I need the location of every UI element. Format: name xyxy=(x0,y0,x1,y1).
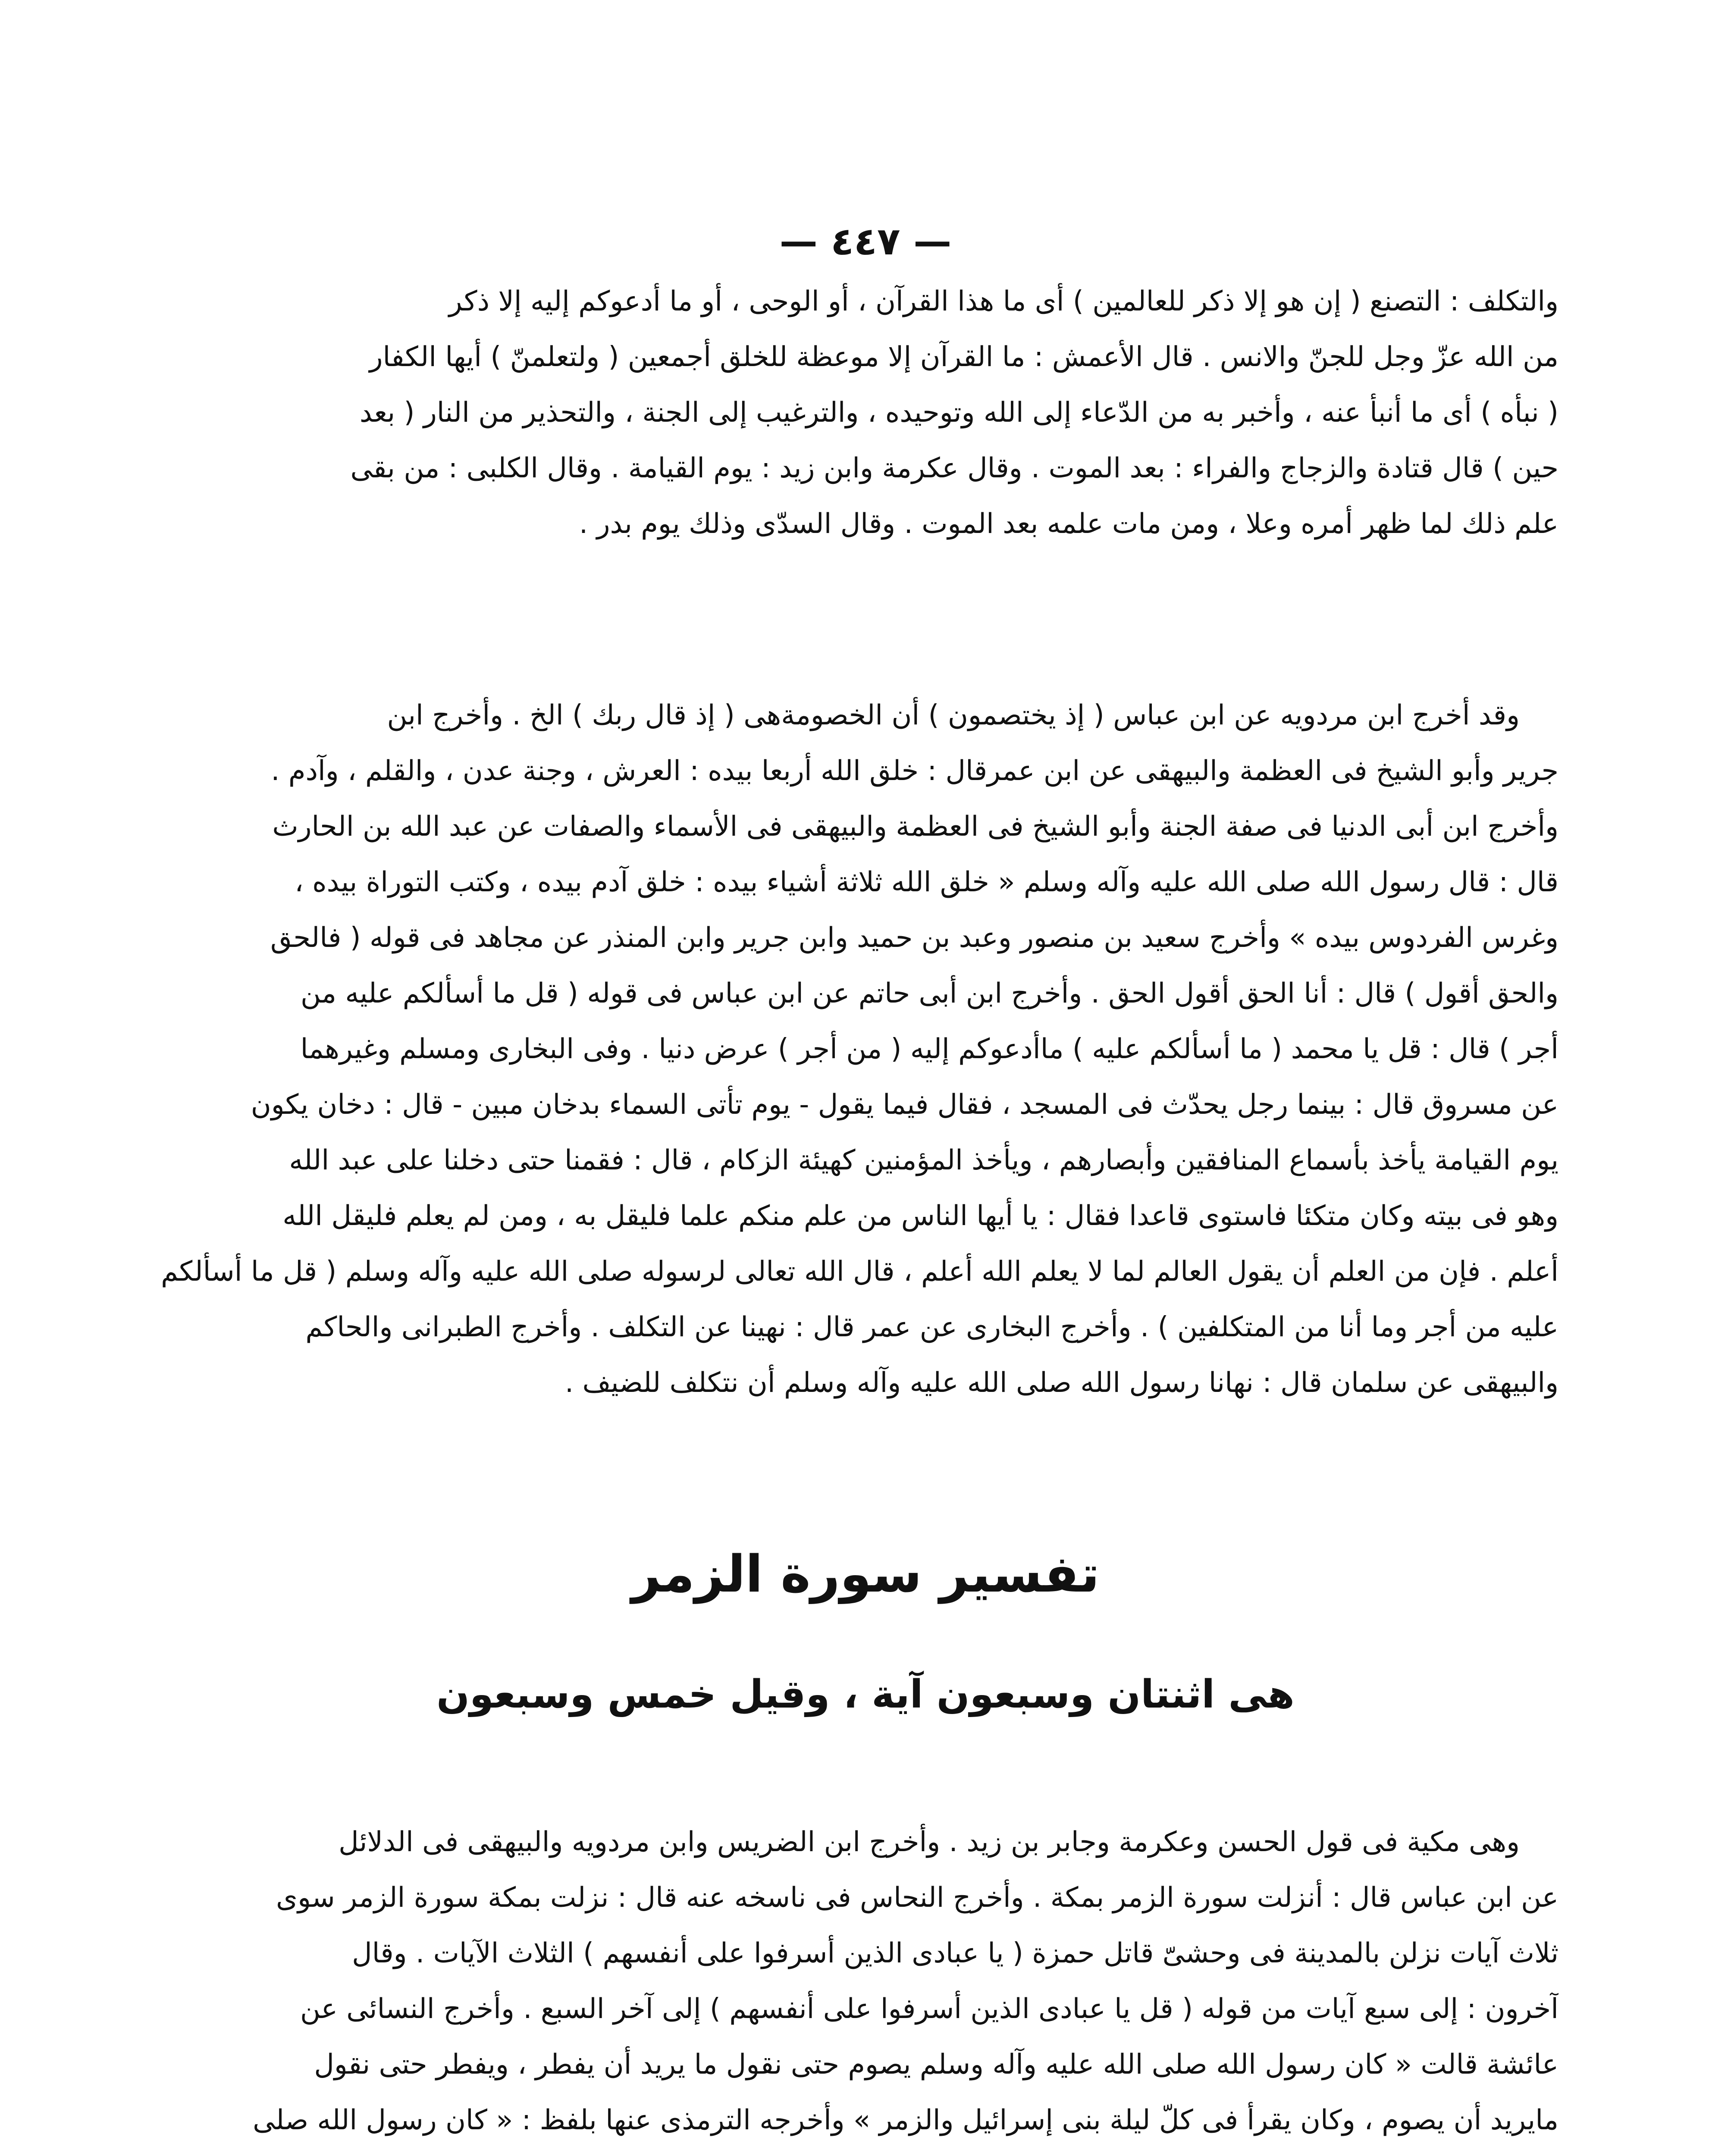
text-line: وغرس الفردوس بيده » وأخرج سعيد بن منصور وعبد بن حميد وابن جرير وابن المنذر عن مجاهد فى قوله ( فالحق xyxy=(270,922,1559,954)
surah-title: تفسير سورة الزمر xyxy=(631,1544,1100,1604)
text-line: عن ابن عباس قال : أنزلت سورة الزمر بمكة . وأخرج النحاس فى ناسخه عنه قال : نزلت بمكة سورة الزمر سوى xyxy=(276,1882,1559,1914)
text-line: مايريد أن يصوم ، وكان يقرأ فى كلّ ليلة بنى إسرائيل والزمر » وأخرجه الترمذى عنها بلفظ : « كان رسول الله صلى xyxy=(253,2104,1559,2136)
text-line: والبيهقى عن سلمان قال : نهانا رسول الله صلى الله عليه وآله وسلم أن نتكلف للضيف . xyxy=(564,1367,1559,1399)
text-line: عليه من أجر وما أنا من المتكلفين ) . وأخرج البخارى عن عمر قال : نهينا عن التكلف . وأخرج الطبرانى والحاكم xyxy=(305,1311,1559,1343)
text-line: عن مسروق قال : بينما رجل يحدّث فى المسجد ، فقال فيما يقول - يوم تأتى السماء بدخان مبين - قال : دخان يكون xyxy=(251,1089,1559,1121)
text-line: عائشة قالت « كان رسول الله صلى الله عليه وآله وسلم يصوم حتى نقول ما يريد أن يفطر ، ويفطر حتى نقول xyxy=(314,2049,1559,2081)
surah-subtitle: هى اثنتان وسبعون آية ، وقيل خمس وسبعون xyxy=(436,1672,1295,1717)
text-line: من الله عزّ وجل للجنّ والانس . قال الأعمش : ما القرآن إلا موعظة للخلق أجمعين ( ولتعلمنّ ) أيها الكفار xyxy=(369,341,1559,373)
text-line: أجر ) قال : قل يا محمد ( ما أسألكم عليه ) ماأدعوكم إليه ( من أجر ) عرض دنيا . وفى البخارى ومسلم وغيرهما xyxy=(300,1033,1559,1065)
page-number: — ٤٤٧ — xyxy=(779,219,952,263)
text-line xyxy=(157,2148,1559,2156)
paragraph-commentary-end xyxy=(157,274,1559,552)
text-line: والحق أقول ) قال : أنا الحق أقول الحق . وأخرج ابن أبى حاتم عن ابن عباس فى قوله ( قل ما أسألكم عليه من xyxy=(301,978,1559,1009)
text-line: قال : قال رسول الله صلى الله عليه وآله وسلم « خلق الله ثلاثة أشياء بيده : خلق آدم بيده ، وكتب التوراة بيده ، xyxy=(295,866,1559,898)
text-line: جرير وأبو الشيخ فى العظمة والبيهقى عن ابن عمرقال : خلق الله أربعا بيده : العرش ، وجنة عدن ، والقلم ، وآدم . xyxy=(271,755,1559,787)
text-line: ثلاث آيات نزلن بالمدينة فى وحشىّ قاتل حمزة ( يا عبادى الذين أسرفوا على أنفسهم ) الثلاث الآيات . وقال xyxy=(352,1937,1559,1969)
text-line: والتكلف : التصنع ( إن هو إلا ذكر للعالمين ) أى ما هذا القرآن ، أو الوحى ، أو ما أدعوكم إليه إلا ذكر xyxy=(448,285,1559,317)
text-line: حين ) قال قتادة والزجاج والفراء : بعد الموت . وقال عكرمة وابن زيد : يوم القيامة . وقال الكلبى : من بقى xyxy=(350,452,1559,484)
text-line: وهى مكية فى قول الحسن وعكرمة وجابر بن زيد . وأخرج ابن الضريس وابن مردويه والبيهقى فى الدلائل xyxy=(339,1826,1520,1858)
text-line: علم ذلك لما ظهر أمره وعلا ، ومن مات علمه بعد الموت . وقال السدّى وذلك يوم بدر . xyxy=(579,508,1559,540)
text-line: وقد أخرج ابن مردويه عن ابن عباس ( إذ يختصمون ) أن الخصومةهى ( إذ قال ربك ) الخ . وأخرج ابن xyxy=(387,699,1520,731)
text-line: يوم القيامة يأخذ بأسماع المنافقين وأبصارهم ، ويأخذ المؤمنين كهيئة الزكام ، قال : فقمنا حتى دخلنا على عبد الله xyxy=(289,1144,1559,1176)
text-line: وهو فى بيته وكان متكئا فاستوى قاعدا فقال : يا أيها الناس من علم منكم علما فليقل به ، ومن لم يعلم فليقل الله xyxy=(282,1200,1559,1232)
paragraph-narrations xyxy=(157,688,1559,1411)
text-line: ( نبأه ) أى ما أنبأ عنه ، وأخبر به من الدّعاء إلى الله وتوحيده ، والترغيب إلى الجنة ، والتحذير من النار ( بعد xyxy=(359,397,1559,429)
text-line: أعلم . فإن من العلم أن يقول العالم لما لا يعلم الله أعلم ، قال الله تعالى لرسوله صلى الله عليه وآله وسلم ( قل ما أسألكم xyxy=(161,1256,1559,1288)
text-line: وأخرج ابن أبى الدنيا فى صفة الجنة وأبو الشيخ فى العظمة والبيهقى فى الأسماء والصفات عن عبد الله بن الحارث xyxy=(272,811,1559,843)
paragraph-surah-intro xyxy=(157,1814,1559,2156)
text-line: آخرون : إلى سبع آيات من قوله ( قل يا عبادى الذين أسرفوا على أنفسهم ) إلى آخر السبع . وأخرج النسائى عن xyxy=(300,1993,1559,2025)
